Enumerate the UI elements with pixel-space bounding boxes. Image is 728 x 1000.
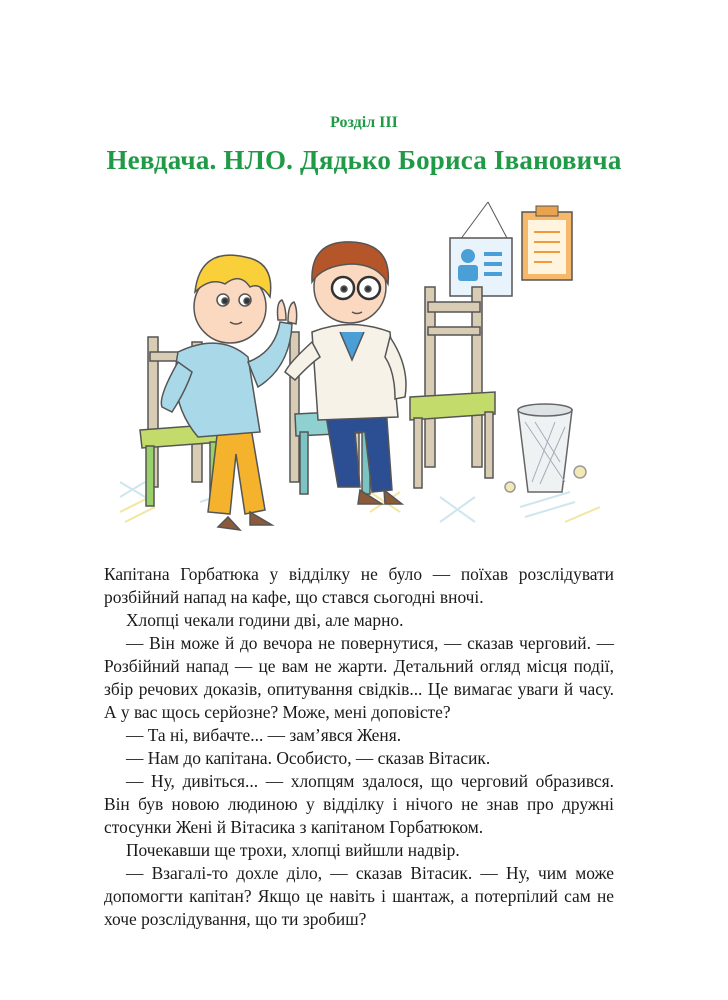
paragraph: — Нам до капітана. Особисто, — сказав Вітасик.: [126, 748, 491, 768]
chapter-text: [104, 563, 614, 931]
paragraph: — Та ні, вибачте... — зам’явся Женя.: [126, 725, 402, 745]
paragraph: — Ну, дивіться... — хлопцям здалося, що черговий образився. Він був новою людиною у відділку і нічого не знав про дружні стосунки Жені й Вітасика з капітаном Горбатюком.: [104, 771, 614, 837]
chapter-illustration: [100, 192, 640, 547]
waste-basket: [505, 404, 586, 492]
paragraph: — Взагалі-то дохле діло, — сказав Вітасик. — Ну, чим може допомогти капітан? Якщо це навіть і шантаж, а потерпілий сам не хоче розслідування, що ти зробиш?: [104, 863, 614, 929]
high-five-hands: [278, 300, 297, 324]
empty-chair: [410, 287, 495, 488]
paragraph: — Він може й до вечора не повернутися, — сказав черговий. — Розбійний напад — це вам не жарти. Детальний огляд місця події, збір речових доказів, опитування свідків... Це вимагає уваги й часу. А у вас щось серйозне? Може, мені доповісте?: [104, 633, 614, 722]
blond-boy: [161, 255, 292, 530]
paragraph: Капітана Горбатюка у відділку не було — поїхав розслідувати розбійний напад на кафе, що стався сьогодні вночі.: [104, 564, 614, 607]
wall-poster: [450, 202, 512, 296]
clipboard: [522, 206, 572, 280]
chapter-title: Невдача. НЛО. Дядько Бориса Івановича: [106, 145, 622, 175]
paragraph: Почекавши ще трохи, хлопці вийшли надвір.: [126, 840, 460, 860]
chapter-label: Розділ III: [330, 114, 398, 131]
paragraph: Хлопці чекали години дві, але марно.: [126, 610, 404, 630]
